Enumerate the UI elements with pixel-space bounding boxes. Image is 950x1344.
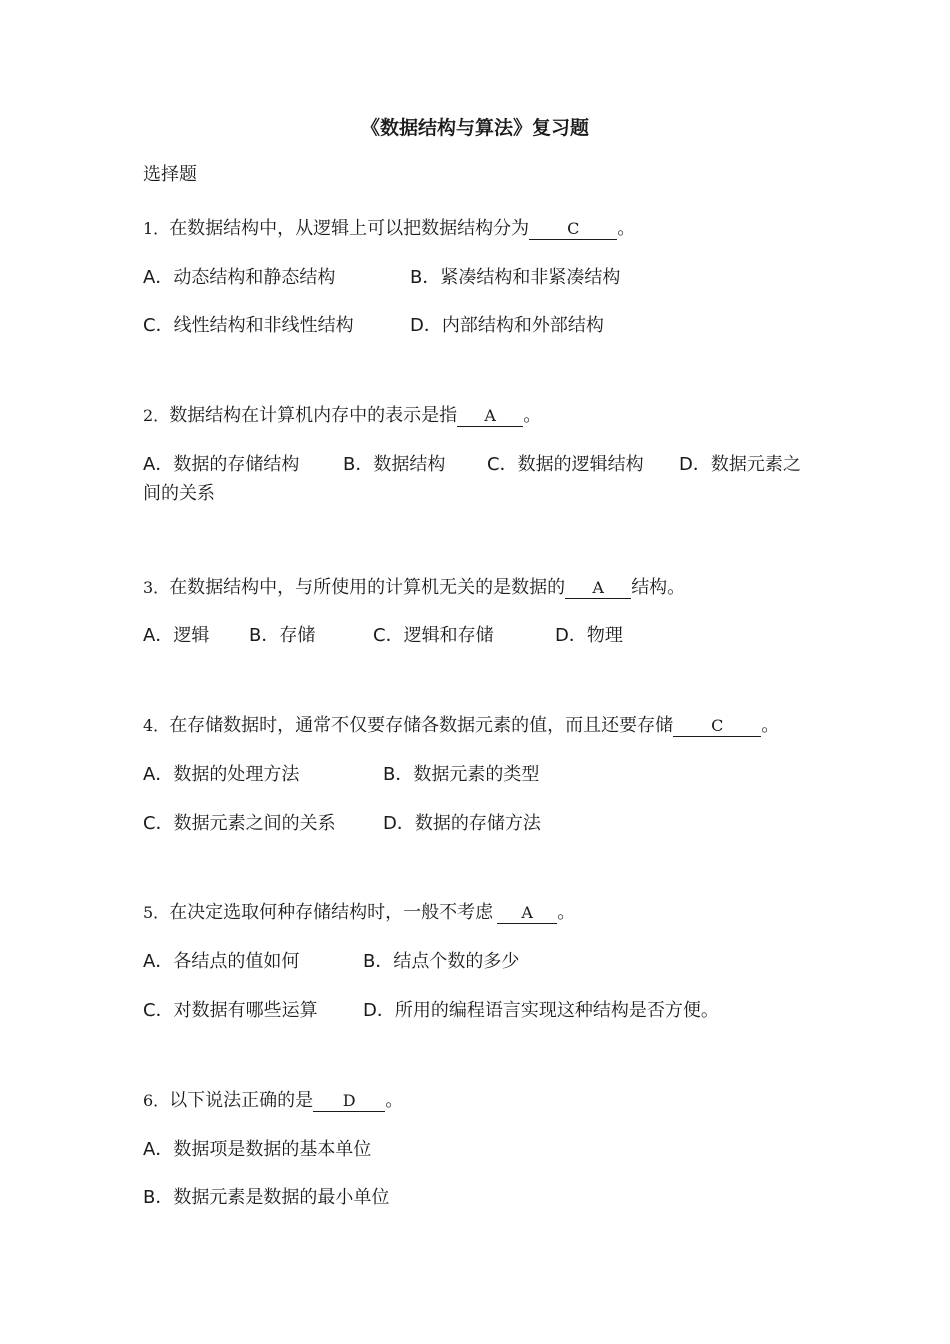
- question-text: 在数据结构中，与所使用的计算机无关的是数据的: [169, 577, 566, 598]
- option-d-continued: 间的关系: [143, 483, 215, 504]
- option-d: D．内部结构和外部结构: [410, 315, 604, 336]
- option-d: D．物理: [555, 625, 623, 646]
- option-b: B．数据结构: [343, 454, 446, 475]
- option-b: B．数据元素的类型: [383, 764, 540, 785]
- question-text: 在决定选取何种存储结构时，一般不考虑: [169, 902, 494, 923]
- option-a: A．动态结构和静态结构: [143, 267, 336, 288]
- question-5-stem: [143, 899, 575, 927]
- question-2-options-row-1: [143, 451, 801, 479]
- question-4-stem: [143, 712, 779, 740]
- question-6-option-a: [143, 1136, 371, 1164]
- option-d: D．数据的存储方法: [383, 813, 541, 834]
- question-text-end: 。: [385, 1090, 404, 1111]
- question-2-options-row-2: [143, 480, 215, 508]
- question-text-end: 。: [761, 715, 780, 736]
- answer-blank: A: [565, 577, 631, 599]
- question-text-end: 。: [617, 218, 636, 239]
- question-number: 3．: [143, 578, 170, 597]
- question-number: 1．: [143, 219, 170, 238]
- question-number: 6．: [143, 1091, 170, 1110]
- answer-blank: C: [529, 218, 617, 240]
- question-5-options-row-1: [143, 948, 519, 976]
- question-6-option-b: [143, 1184, 389, 1212]
- answer-blank: C: [673, 715, 761, 737]
- section-heading: 选择题: [143, 164, 197, 185]
- option-b: B．存储: [249, 625, 316, 646]
- question-text: 在数据结构中，从逻辑上可以把数据结构分为: [169, 218, 530, 239]
- question-6-stem: [143, 1087, 403, 1115]
- answer-blank: A: [457, 405, 523, 427]
- question-2-stem: [143, 402, 541, 430]
- answer-blank: D: [313, 1090, 385, 1112]
- option-b: B．紧凑结构和非紧凑结构: [410, 267, 621, 288]
- question-3-options-row-1: [143, 622, 623, 650]
- question-4-options-row-2: [143, 810, 541, 838]
- option-b: B．结点个数的多少: [363, 951, 520, 972]
- option-a: A．数据项是数据的基本单位: [143, 1139, 372, 1160]
- option-a: A．数据的处理方法: [143, 764, 300, 785]
- question-number: 5．: [143, 903, 170, 922]
- question-5-options-row-2: [143, 997, 719, 1025]
- question-text: 在存储数据时，通常不仅要存储各数据元素的值，而且还要存储: [169, 715, 674, 736]
- question-text-end: 结构。: [631, 577, 686, 598]
- option-a: A．逻辑: [143, 625, 210, 646]
- option-d: D．数据元素之: [679, 454, 801, 475]
- answer-blank: A: [497, 902, 557, 924]
- question-1-options-row-2: [143, 312, 604, 340]
- option-c: C．逻辑和存储: [373, 625, 494, 646]
- page-title: 《数据结构与算法》复习题: [360, 117, 589, 139]
- option-d: D．所用的编程语言实现这种结构是否方便。: [363, 1000, 719, 1021]
- question-1-stem: [143, 215, 635, 243]
- question-text: 数据结构在计算机内存中的表示是指: [169, 405, 458, 426]
- option-a: A．各结点的值如何: [143, 951, 300, 972]
- question-1-options-row-1: [143, 264, 620, 292]
- option-c: C．数据元素之间的关系: [143, 813, 336, 834]
- question-text: 以下说法正确的是: [169, 1090, 314, 1111]
- question-text-end: 。: [523, 405, 542, 426]
- question-3-stem: [143, 574, 685, 602]
- option-b: B．数据元素是数据的最小单位: [143, 1187, 390, 1208]
- question-text-end: 。: [557, 902, 576, 923]
- option-c: C．对数据有哪些运算: [143, 1000, 318, 1021]
- option-c: C．线性结构和非线性结构: [143, 315, 354, 336]
- option-c: C．数据的逻辑结构: [487, 454, 644, 475]
- question-number: 2．: [143, 406, 170, 425]
- question-4-options-row-1: [143, 761, 539, 789]
- option-a: A．数据的存储结构: [143, 454, 300, 475]
- question-number: 4．: [143, 716, 170, 735]
